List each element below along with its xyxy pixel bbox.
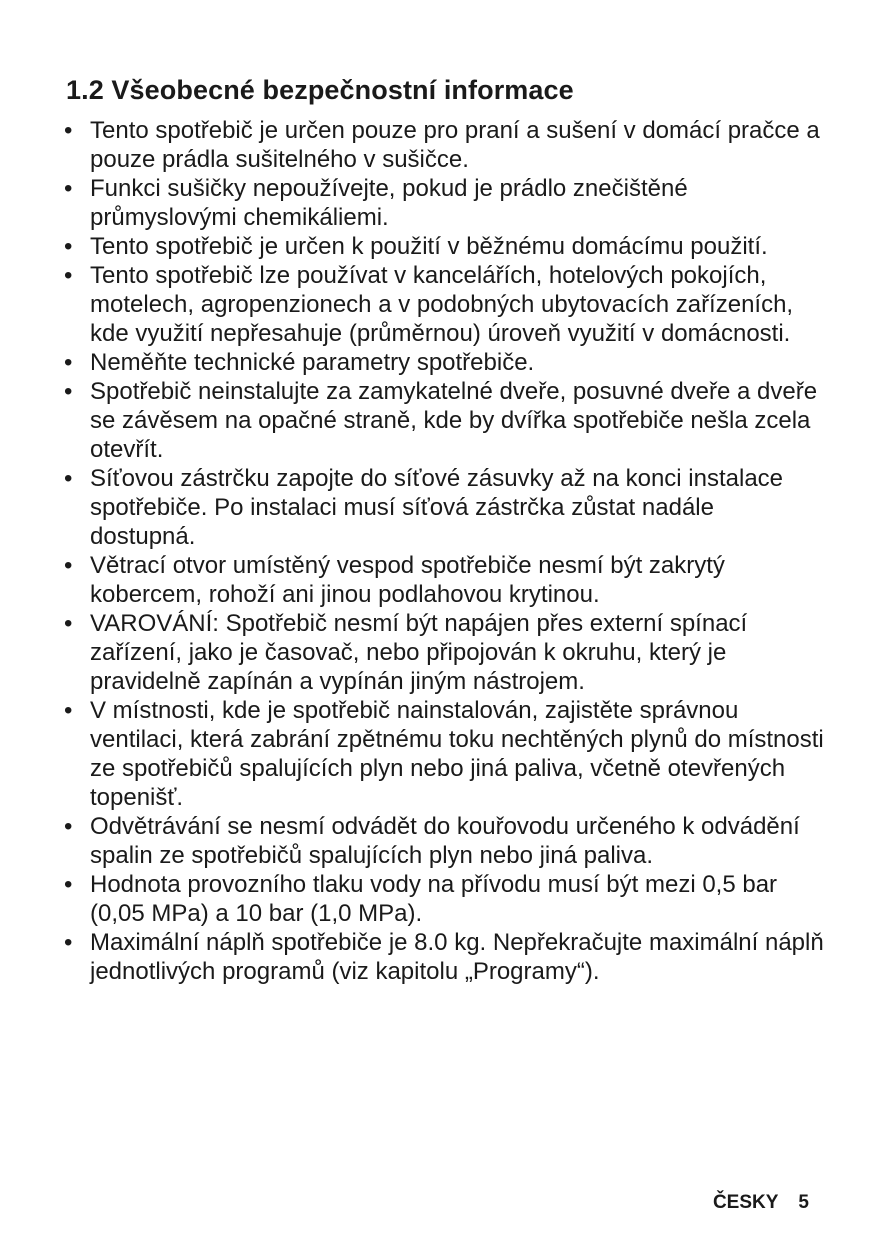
bullet-text: Neměňte technické parametry spotřebiče. bbox=[90, 349, 535, 376]
bullet-text: Tento spotřebič je určen k použití v běžnému domácímu použití. bbox=[90, 233, 768, 260]
bullet-text: Maximální náplň spotřebiče je 8.0 kg. Nepřekračujte maximální náplň jednotlivých programů (viz kapitolu „Programy“). bbox=[90, 929, 824, 985]
bullet-dot-icon: • bbox=[64, 349, 73, 376]
bullet-dot-icon: • bbox=[64, 175, 73, 202]
safety-bullet-list bbox=[64, 116, 824, 986]
bullet-dot-icon: • bbox=[64, 465, 73, 492]
bullet-item bbox=[64, 870, 824, 928]
bullet-dot-icon: • bbox=[64, 871, 73, 898]
bullet-item bbox=[64, 232, 824, 261]
bullet-text: VAROVÁNÍ: Spotřebič nesmí být napájen přes externí spínací zařízení, jako je časovač, nebo připojován k okruhu, který je pravidelně zapínán a vypínán jiným nástrojem. bbox=[90, 610, 748, 695]
bullet-dot-icon: • bbox=[64, 697, 73, 724]
bullet-item bbox=[64, 348, 824, 377]
bullet-dot-icon: • bbox=[64, 262, 73, 289]
bullet-item bbox=[64, 174, 824, 232]
bullet-item bbox=[64, 928, 824, 986]
bullet-item bbox=[64, 551, 824, 609]
bullet-dot-icon: • bbox=[64, 552, 73, 579]
bullet-text: Hodnota provozního tlaku vody na přívodu musí být mezi 0,5 bar (0,05 MPa) a 10 bar (1,0 MPa). bbox=[90, 871, 778, 927]
bullet-dot-icon: • bbox=[64, 233, 73, 260]
bullet-item bbox=[64, 609, 824, 696]
bullet-dot-icon: • bbox=[64, 378, 73, 405]
bullet-text: Spotřebič neinstalujte za zamykatelné dveře, posuvné dveře a dveře se závěsem na opačné straně, kde by dvířka spotřebiče nešla zcela otevřít. bbox=[90, 378, 818, 463]
bullet-dot-icon: • bbox=[64, 813, 73, 840]
bullet-item bbox=[64, 812, 824, 870]
bullet-text: Tento spotřebič je určen pouze pro praní a sušení v domácí pračce a pouze prádla sušitelného v sušičce. bbox=[90, 117, 820, 173]
bullet-text: Odvětrávání se nesmí odvádět do kouřovodu určeného k odvádění spalin ze spotřebičů spalujících plyn nebo jiná paliva. bbox=[90, 813, 800, 869]
section-heading: 1.2 Všeobecné bezpečnostní informace bbox=[66, 75, 574, 105]
bullet-item bbox=[64, 261, 824, 348]
bullet-dot-icon: • bbox=[64, 610, 73, 637]
page-footer bbox=[713, 1189, 809, 1217]
bullet-dot-icon: • bbox=[64, 117, 73, 144]
bullet-item bbox=[64, 377, 824, 464]
bullet-text: Větrací otvor umístěný vespod spotřebiče nesmí být zakrytý kobercem, rohoží ani jinou podlahovou krytinou. bbox=[90, 552, 725, 608]
bullet-text: Síťovou zástrčku zapojte do síťové zásuvky až na konci instalace spotřebiče. Po instalaci musí síťová zástrčka zůstat nadále dostupná. bbox=[90, 465, 784, 550]
bullet-item bbox=[64, 464, 824, 551]
bullet-text: Funkci sušičky nepoužívejte, pokud je prádlo znečištěné průmyslovými chemikáliemi. bbox=[90, 175, 688, 231]
bullet-text: Tento spotřebič lze používat v kancelářích, hotelových pokojích, motelech, agropenzionech a v podobných ubytovacích zařízeních, kde využití nepřesahuje (průměrnou) úroveň využití v domácnosti. bbox=[90, 262, 794, 347]
bullet-item bbox=[64, 696, 824, 812]
bullet-item bbox=[64, 116, 824, 174]
bullet-dot-icon: • bbox=[64, 929, 73, 956]
bullet-text: V místnosti, kde je spotřebič nainstalován, zajistěte správnou ventilaci, která zabrání zpětnému toku nechtěných plynů do místnosti ze spotřebičů spalujících plyn nebo jiná paliva, včetně otevřených topenišť. bbox=[90, 697, 824, 811]
footer-language: ČESKY bbox=[712, 1192, 779, 1213]
footer-page-number: 5 bbox=[798, 1192, 809, 1213]
